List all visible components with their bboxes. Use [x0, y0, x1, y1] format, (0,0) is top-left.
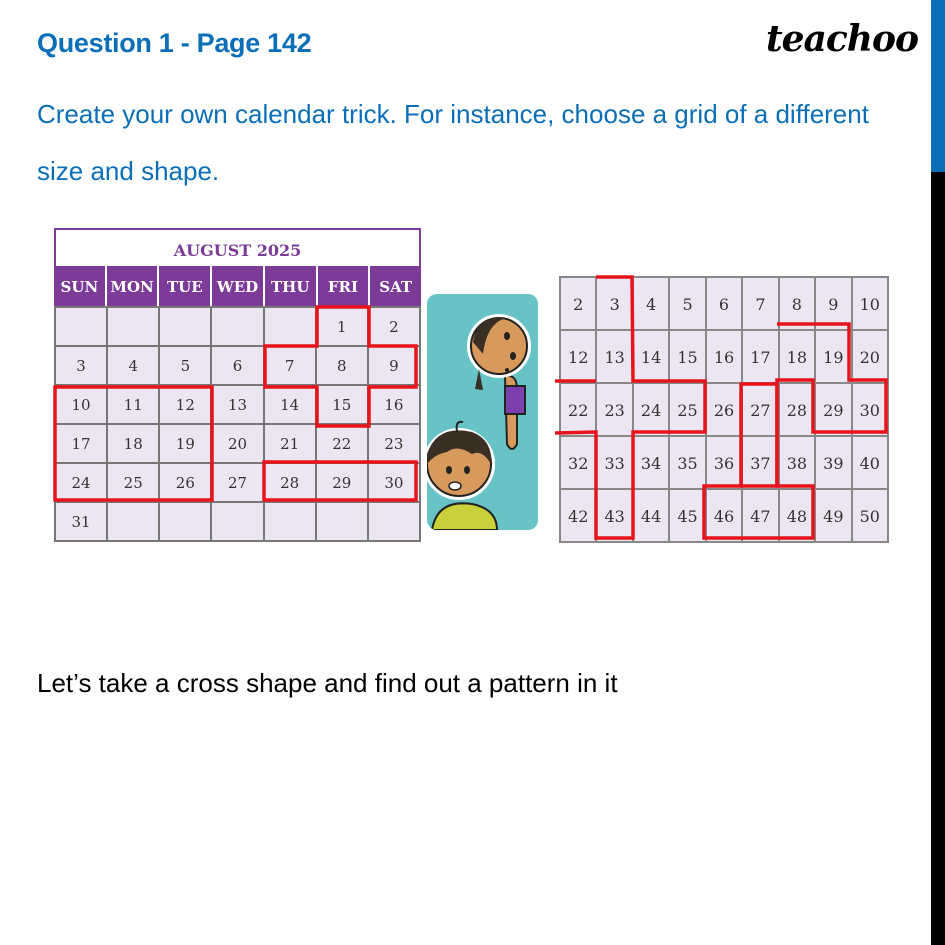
number-grid-cell: 4 [634, 278, 670, 331]
calendar-day-cell: 14 [265, 386, 317, 425]
number-grid-cell: 33 [597, 437, 633, 490]
calendar-day-cell [317, 503, 369, 542]
number-grid-cell: 8 [780, 278, 816, 331]
calendar-day-cell: 26 [160, 464, 212, 503]
number-grid-cell: 44 [634, 490, 670, 543]
calendar-day-cell: 3 [56, 347, 108, 386]
number-grid-cell: 18 [780, 331, 816, 384]
number-grid-cell: 37 [743, 437, 779, 490]
calendar-day-cell: 28 [265, 464, 317, 503]
girl-figure [469, 316, 529, 449]
calendar-day-cell: 31 [56, 503, 108, 542]
number-grid-cell: 10 [853, 278, 889, 331]
number-grid-cell: 16 [707, 331, 743, 384]
question-text: Create your own calendar trick. For instance, choose a grid of a different size and shape. [37, 99, 869, 186]
calendar-day-cell: 1 [317, 308, 369, 347]
calendar-grid [54, 306, 421, 542]
number-grid-cell: 35 [670, 437, 706, 490]
number-grid-cell: 45 [670, 490, 706, 543]
number-grid-cell: 22 [561, 384, 597, 437]
number-grid-cell: 47 [743, 490, 779, 543]
weekday-label: FRI [318, 266, 371, 306]
boy-figure [427, 422, 497, 530]
weekday-label: MON [107, 266, 160, 306]
calendar-day-cell [160, 503, 212, 542]
number-grid-cell: 34 [634, 437, 670, 490]
weekday-label: THU [265, 266, 318, 306]
number-grid-cell: 29 [816, 384, 852, 437]
number-grid-cell: 49 [816, 490, 852, 543]
number-grid-cell: 50 [853, 490, 889, 543]
calendar-day-cell: 8 [317, 347, 369, 386]
calendar-day-cell: 6 [212, 347, 264, 386]
sidebar-accent-bar [931, 0, 945, 172]
calendar-day-cell [212, 308, 264, 347]
number-grid-cell: 7 [743, 278, 779, 331]
calendar-day-cell: 27 [212, 464, 264, 503]
calendar-day-cell: 22 [317, 425, 369, 464]
number-grid-cell: 46 [707, 490, 743, 543]
number-grid-cell: 25 [670, 384, 706, 437]
number-grid-cell: 12 [561, 331, 597, 384]
number-grid-cell: 32 [561, 437, 597, 490]
calendar-day-cell: 29 [317, 464, 369, 503]
calendar-day-cell: 2 [369, 308, 421, 347]
calendar-day-cell [56, 308, 108, 347]
children-illustration [427, 294, 538, 530]
number-grid-cell: 9 [816, 278, 852, 331]
number-grid-cell: 38 [780, 437, 816, 490]
number-grid-cell: 2 [561, 278, 597, 331]
calendar-day-cell [212, 503, 264, 542]
calendar-day-cell: 7 [265, 347, 317, 386]
number-grid-cell: 24 [634, 384, 670, 437]
calendar-day-cell: 4 [108, 347, 160, 386]
number-grid-cell: 27 [743, 384, 779, 437]
number-grid-cell: 40 [853, 437, 889, 490]
calendar-day-cell: 13 [212, 386, 264, 425]
number-grid [559, 276, 889, 543]
weekday-label: TUE [159, 266, 212, 306]
instruction-note: Let’s take a cross shape and find out a pattern in it [37, 668, 618, 698]
number-grid-cell: 26 [707, 384, 743, 437]
number-grid-cell: 15 [670, 331, 706, 384]
number-grid-cell: 43 [597, 490, 633, 543]
sidebar-bar [931, 172, 945, 945]
calendar-day-cell: 15 [317, 386, 369, 425]
number-grid-cell: 48 [780, 490, 816, 543]
number-grid-cell: 17 [743, 331, 779, 384]
calendar-day-cell: 20 [212, 425, 264, 464]
number-grid-cell: 23 [597, 384, 633, 437]
calendar-day-cell [265, 503, 317, 542]
calendar-day-cell: 23 [369, 425, 421, 464]
calendar-day-cell: 5 [160, 347, 212, 386]
calendar-day-cell: 21 [265, 425, 317, 464]
weekday-label: WED [212, 266, 265, 306]
number-grid-cell: 36 [707, 437, 743, 490]
calendar-day-cell: 19 [160, 425, 212, 464]
number-grid-cell: 42 [561, 490, 597, 543]
august-calendar [54, 228, 421, 542]
calendar-title: AUGUST 2025 [54, 228, 421, 266]
number-grid-cell: 30 [853, 384, 889, 437]
weekday-label: SAT [379, 278, 413, 296]
number-grid-cell: 14 [634, 331, 670, 384]
calendar-day-cell: 9 [369, 347, 421, 386]
calendar-day-cell: 25 [108, 464, 160, 503]
calendar-day-cell [160, 308, 212, 347]
calendar-day-cell: 30 [369, 464, 421, 503]
number-grid-cell: 13 [597, 331, 633, 384]
calendar-day-cell: 18 [108, 425, 160, 464]
calendar-day-cell [265, 308, 317, 347]
number-grid-cell: 28 [780, 384, 816, 437]
number-grid-cell: 5 [670, 278, 706, 331]
number-grid-cell: 6 [707, 278, 743, 331]
number-grid-cell: 3 [597, 278, 633, 331]
question-title: Question 1 - Page 142 [37, 28, 312, 58]
number-grid-cell: 39 [816, 437, 852, 490]
calendar-day-cell: 16 [369, 386, 421, 425]
calendar-day-cell [108, 503, 160, 542]
calendar-day-cell [108, 308, 160, 347]
calendar-day-cell: 24 [56, 464, 108, 503]
weekday-label: SUN [54, 266, 107, 306]
calendar-day-cell [369, 503, 421, 542]
calendar-day-cell: 12 [160, 386, 212, 425]
calendar-day-cell: 17 [56, 425, 108, 464]
calendar-day-cell: 10 [56, 386, 108, 425]
number-grid-cell: 19 [816, 331, 852, 384]
teachoo-logo: teachoo [766, 18, 918, 60]
calendar-day-cell: 11 [108, 386, 160, 425]
number-grid-cell: 20 [853, 331, 889, 384]
calendar-weekday-header [54, 266, 421, 306]
